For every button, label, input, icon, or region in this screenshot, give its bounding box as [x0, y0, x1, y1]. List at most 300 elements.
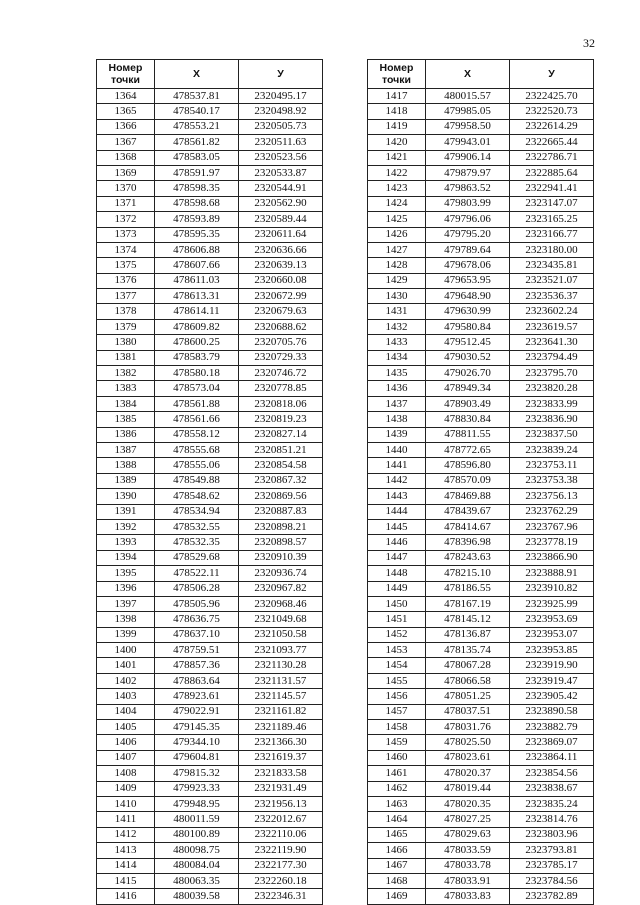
x-coordinate-cell: 479906.14: [426, 150, 510, 165]
point-number-cell: 1397: [97, 596, 155, 611]
table-row: [368, 335, 594, 350]
y-coordinate-cell: 2322665.44: [510, 135, 594, 150]
table-row: [97, 889, 323, 904]
table-row: [97, 212, 323, 227]
y-coordinate-cell: 2323953.07: [510, 627, 594, 642]
y-coordinate-cell: 2321619.37: [239, 750, 323, 765]
y-coordinate-cell: 2321131.57: [239, 673, 323, 688]
y-coordinate-cell: 2322346.31: [239, 889, 323, 904]
y-coordinate-cell: 2320636.66: [239, 242, 323, 257]
point-number-cell: 1467: [368, 858, 426, 873]
y-coordinate-cell: 2321833.58: [239, 766, 323, 781]
table-row: [368, 273, 594, 288]
x-coordinate-cell: 478025.50: [426, 735, 510, 750]
table-row: [97, 196, 323, 211]
table-row: [368, 504, 594, 519]
y-coordinate-cell: 2323753.11: [510, 458, 594, 473]
y-coordinate-cell: 2323835.24: [510, 796, 594, 811]
table-row: [97, 335, 323, 350]
y-coordinate-cell: 2320968.46: [239, 596, 323, 611]
point-number-cell: 1449: [368, 581, 426, 596]
table-row: [368, 689, 594, 704]
point-number-cell: 1421: [368, 150, 426, 165]
table-row: [97, 858, 323, 873]
y-coordinate-cell: 2320887.83: [239, 504, 323, 519]
x-coordinate-cell: 479803.99: [426, 196, 510, 211]
y-coordinate-cell: 2322614.29: [510, 119, 594, 134]
table-row: [97, 473, 323, 488]
x-coordinate-cell: 480084.04: [155, 858, 239, 873]
y-coordinate-cell: 2322885.64: [510, 165, 594, 180]
x-coordinate-cell: 478759.51: [155, 643, 239, 658]
y-coordinate-cell: 2323837.50: [510, 427, 594, 442]
table-row: [368, 258, 594, 273]
table-row: [368, 566, 594, 581]
table-row: [97, 612, 323, 627]
y-coordinate-cell: 2323793.81: [510, 843, 594, 858]
y-coordinate-cell: 2321093.77: [239, 643, 323, 658]
x-coordinate-cell: 479796.06: [426, 212, 510, 227]
y-coordinate-cell: 2323919.90: [510, 658, 594, 673]
point-number-cell: 1463: [368, 796, 426, 811]
y-coordinate-cell: 2320778.85: [239, 381, 323, 396]
point-number-cell: 1417: [368, 89, 426, 104]
point-number-cell: 1416: [97, 889, 155, 904]
point-number-cell: 1461: [368, 766, 426, 781]
point-number-cell: 1412: [97, 827, 155, 842]
table-row: [97, 550, 323, 565]
table-row: [97, 843, 323, 858]
x-coordinate-cell: 480063.35: [155, 873, 239, 888]
x-coordinate-cell: 478857.36: [155, 658, 239, 673]
point-number-cell: 1446: [368, 535, 426, 550]
y-coordinate-cell: 2321145.57: [239, 689, 323, 704]
table-row: [368, 658, 594, 673]
x-coordinate-cell: 479789.64: [426, 242, 510, 257]
y-coordinate-cell: 2323919.47: [510, 673, 594, 688]
table-row: [97, 350, 323, 365]
point-number-cell: 1415: [97, 873, 155, 888]
table-row: [368, 889, 594, 904]
table-row: [368, 366, 594, 381]
table-row: [368, 473, 594, 488]
x-coordinate-cell: 478469.88: [426, 489, 510, 504]
y-coordinate-cell: 2322260.18: [239, 873, 323, 888]
y-coordinate-cell: 2323836.90: [510, 412, 594, 427]
x-coordinate-cell: 479344.10: [155, 735, 239, 750]
x-coordinate-cell: 479678.06: [426, 258, 510, 273]
header-x: X: [155, 60, 239, 89]
table-row: [368, 550, 594, 565]
point-number-cell: 1464: [368, 812, 426, 827]
x-coordinate-cell: 478033.83: [426, 889, 510, 904]
x-coordinate-cell: 479648.90: [426, 289, 510, 304]
x-coordinate-cell: 479030.52: [426, 350, 510, 365]
table-row: [97, 227, 323, 242]
y-coordinate-cell: 2323778.19: [510, 535, 594, 550]
y-coordinate-cell: 2323890.58: [510, 704, 594, 719]
y-coordinate-cell: 2321130.28: [239, 658, 323, 673]
x-coordinate-cell: 478027.25: [426, 812, 510, 827]
x-coordinate-cell: 478051.25: [426, 689, 510, 704]
table-row: [97, 304, 323, 319]
x-coordinate-cell: 479022.91: [155, 704, 239, 719]
point-number-cell: 1403: [97, 689, 155, 704]
y-coordinate-cell: 2320746.72: [239, 366, 323, 381]
x-coordinate-cell: 478529.68: [155, 550, 239, 565]
y-coordinate-cell: 2323864.11: [510, 750, 594, 765]
x-coordinate-cell: 480098.75: [155, 843, 239, 858]
y-coordinate-cell: 2323602.24: [510, 304, 594, 319]
table-row: [368, 89, 594, 104]
point-number-cell: 1366: [97, 119, 155, 134]
point-number-cell: 1414: [97, 858, 155, 873]
x-coordinate-cell: 479958.50: [426, 119, 510, 134]
table-row: [368, 150, 594, 165]
y-coordinate-cell: 2322012.67: [239, 812, 323, 827]
y-coordinate-cell: 2320611.64: [239, 227, 323, 242]
x-coordinate-cell: 479630.99: [426, 304, 510, 319]
point-number-cell: 1372: [97, 212, 155, 227]
y-coordinate-cell: 2321366.30: [239, 735, 323, 750]
point-number-cell: 1431: [368, 304, 426, 319]
x-coordinate-cell: 478811.55: [426, 427, 510, 442]
header-point-number: Номер точки: [368, 60, 426, 89]
x-coordinate-cell: 478522.11: [155, 566, 239, 581]
y-coordinate-cell: 2320936.74: [239, 566, 323, 581]
x-coordinate-cell: 478949.34: [426, 381, 510, 396]
x-coordinate-cell: 478598.68: [155, 196, 239, 211]
point-number-cell: 1392: [97, 519, 155, 534]
point-number-cell: 1383: [97, 381, 155, 396]
point-number-cell: 1393: [97, 535, 155, 550]
x-coordinate-cell: 478772.65: [426, 442, 510, 457]
y-coordinate-cell: 2320505.73: [239, 119, 323, 134]
x-coordinate-cell: 478439.67: [426, 504, 510, 519]
y-coordinate-cell: 2323839.24: [510, 442, 594, 457]
y-coordinate-cell: 2321050.58: [239, 627, 323, 642]
point-number-cell: 1424: [368, 196, 426, 211]
x-coordinate-cell: 479879.97: [426, 165, 510, 180]
point-number-cell: 1420: [368, 135, 426, 150]
point-number-cell: 1384: [97, 396, 155, 411]
y-coordinate-cell: 2323838.67: [510, 781, 594, 796]
y-coordinate-cell: 2320523.56: [239, 150, 323, 165]
x-coordinate-cell: 478135.74: [426, 643, 510, 658]
point-number-cell: 1411: [97, 812, 155, 827]
point-number-cell: 1447: [368, 550, 426, 565]
table-row: [97, 427, 323, 442]
x-coordinate-cell: 478614.11: [155, 304, 239, 319]
point-number-cell: 1389: [97, 473, 155, 488]
y-coordinate-cell: 2320827.14: [239, 427, 323, 442]
table-row: [97, 781, 323, 796]
y-coordinate-cell: 2323953.69: [510, 612, 594, 627]
y-coordinate-cell: 2322520.73: [510, 104, 594, 119]
y-coordinate-cell: 2323905.42: [510, 689, 594, 704]
x-coordinate-cell: 479512.45: [426, 335, 510, 350]
table-row: [368, 458, 594, 473]
table-row: [368, 212, 594, 227]
point-number-cell: 1423: [368, 181, 426, 196]
table-row: [368, 673, 594, 688]
y-coordinate-cell: 2320910.39: [239, 550, 323, 565]
y-coordinate-cell: 2323767.96: [510, 519, 594, 534]
table-row: [97, 489, 323, 504]
point-number-cell: 1436: [368, 381, 426, 396]
table-row: [368, 781, 594, 796]
x-coordinate-cell: 478637.10: [155, 627, 239, 642]
x-coordinate-cell: 479026.70: [426, 366, 510, 381]
x-coordinate-cell: 479815.32: [155, 766, 239, 781]
x-coordinate-cell: 478607.66: [155, 258, 239, 273]
y-coordinate-cell: 2323521.07: [510, 273, 594, 288]
coordinates-table-left: [96, 59, 323, 905]
point-number-cell: 1453: [368, 643, 426, 658]
point-number-cell: 1367: [97, 135, 155, 150]
y-coordinate-cell: 2320511.63: [239, 135, 323, 150]
point-number-cell: 1394: [97, 550, 155, 565]
table-row: [97, 735, 323, 750]
y-coordinate-cell: 2323854.56: [510, 766, 594, 781]
x-coordinate-cell: 478903.49: [426, 396, 510, 411]
table-row: [97, 643, 323, 658]
table-row: [368, 643, 594, 658]
point-number-cell: 1425: [368, 212, 426, 227]
table-row: [368, 827, 594, 842]
y-coordinate-cell: 2323795.70: [510, 366, 594, 381]
table-row: [368, 627, 594, 642]
point-number-cell: 1442: [368, 473, 426, 488]
point-number-cell: 1456: [368, 689, 426, 704]
point-number-cell: 1430: [368, 289, 426, 304]
point-number-cell: 1429: [368, 273, 426, 288]
y-coordinate-cell: 2323953.85: [510, 643, 594, 658]
table-row: [97, 381, 323, 396]
point-number-cell: 1462: [368, 781, 426, 796]
x-coordinate-cell: 478561.82: [155, 135, 239, 150]
table-row: [368, 227, 594, 242]
point-number-cell: 1440: [368, 442, 426, 457]
header-y: У: [239, 60, 323, 89]
table-row: [368, 196, 594, 211]
x-coordinate-cell: 478611.03: [155, 273, 239, 288]
x-coordinate-cell: 479923.33: [155, 781, 239, 796]
point-number-cell: 1401: [97, 658, 155, 673]
point-number-cell: 1408: [97, 766, 155, 781]
point-number-cell: 1369: [97, 165, 155, 180]
point-number-cell: 1432: [368, 319, 426, 334]
point-number-cell: 1368: [97, 150, 155, 165]
x-coordinate-cell: 478537.81: [155, 89, 239, 104]
y-coordinate-cell: 2320967.82: [239, 581, 323, 596]
table-row: [368, 412, 594, 427]
point-number-cell: 1465: [368, 827, 426, 842]
x-coordinate-cell: 478020.35: [426, 796, 510, 811]
x-coordinate-cell: 480039.58: [155, 889, 239, 904]
table-row: [368, 766, 594, 781]
x-coordinate-cell: 479580.84: [426, 319, 510, 334]
point-number-cell: 1386: [97, 427, 155, 442]
y-coordinate-cell: 2321189.46: [239, 720, 323, 735]
x-coordinate-cell: 478020.37: [426, 766, 510, 781]
x-coordinate-cell: 479985.05: [426, 104, 510, 119]
table-row: [368, 165, 594, 180]
x-coordinate-cell: 479948.95: [155, 796, 239, 811]
table-row: [97, 566, 323, 581]
table-row: [97, 812, 323, 827]
x-coordinate-cell: 478863.64: [155, 673, 239, 688]
table-row: [368, 242, 594, 257]
point-number-cell: 1374: [97, 242, 155, 257]
x-coordinate-cell: 480100.89: [155, 827, 239, 842]
x-coordinate-cell: 478031.76: [426, 720, 510, 735]
x-coordinate-cell: 478555.06: [155, 458, 239, 473]
x-coordinate-cell: 478037.51: [426, 704, 510, 719]
table-row: [368, 181, 594, 196]
y-coordinate-cell: 2320869.56: [239, 489, 323, 504]
x-coordinate-cell: 478583.79: [155, 350, 239, 365]
table-row: [368, 596, 594, 611]
point-number-cell: 1466: [368, 843, 426, 858]
y-coordinate-cell: 2323814.76: [510, 812, 594, 827]
point-number-cell: 1399: [97, 627, 155, 642]
point-number-cell: 1468: [368, 873, 426, 888]
y-coordinate-cell: 2323782.89: [510, 889, 594, 904]
point-number-cell: 1410: [97, 796, 155, 811]
x-coordinate-cell: 478414.67: [426, 519, 510, 534]
point-number-cell: 1434: [368, 350, 426, 365]
point-number-cell: 1439: [368, 427, 426, 442]
y-coordinate-cell: 2323866.90: [510, 550, 594, 565]
table-row: [368, 289, 594, 304]
table-row: [97, 135, 323, 150]
y-coordinate-cell: 2323165.25: [510, 212, 594, 227]
point-number-cell: 1438: [368, 412, 426, 427]
y-coordinate-cell: 2323619.57: [510, 319, 594, 334]
x-coordinate-cell: 478561.66: [155, 412, 239, 427]
table-row: [368, 135, 594, 150]
point-number-cell: 1454: [368, 658, 426, 673]
point-number-cell: 1426: [368, 227, 426, 242]
point-number-cell: 1448: [368, 566, 426, 581]
x-coordinate-cell: 479863.52: [426, 181, 510, 196]
y-coordinate-cell: 2323910.82: [510, 581, 594, 596]
table-header-row: [97, 60, 323, 89]
x-coordinate-cell: 478591.97: [155, 165, 239, 180]
table-row: [368, 858, 594, 873]
y-coordinate-cell: 2323762.29: [510, 504, 594, 519]
x-coordinate-cell: 478033.78: [426, 858, 510, 873]
point-number-cell: 1413: [97, 843, 155, 858]
table-row: [97, 366, 323, 381]
y-coordinate-cell: 2320867.32: [239, 473, 323, 488]
x-coordinate-cell: 478033.59: [426, 843, 510, 858]
table-row: [368, 812, 594, 827]
table-row: [97, 673, 323, 688]
x-coordinate-cell: 478029.63: [426, 827, 510, 842]
point-number-cell: 1469: [368, 889, 426, 904]
table-row: [368, 750, 594, 765]
y-coordinate-cell: 2323784.56: [510, 873, 594, 888]
page-number: 32: [583, 36, 595, 50]
table-row: [368, 442, 594, 457]
y-coordinate-cell: 2320562.90: [239, 196, 323, 211]
y-coordinate-cell: 2323785.17: [510, 858, 594, 873]
x-coordinate-cell: 478570.09: [426, 473, 510, 488]
table-row: [97, 319, 323, 334]
point-number-cell: 1379: [97, 319, 155, 334]
y-coordinate-cell: 2320819.23: [239, 412, 323, 427]
table-row: [97, 796, 323, 811]
x-coordinate-cell: 478186.55: [426, 581, 510, 596]
x-coordinate-cell: 478595.35: [155, 227, 239, 242]
point-number-cell: 1459: [368, 735, 426, 750]
y-coordinate-cell: 2320495.17: [239, 89, 323, 104]
header-x: X: [426, 60, 510, 89]
point-number-cell: 1460: [368, 750, 426, 765]
y-coordinate-cell: 2320688.62: [239, 319, 323, 334]
point-number-cell: 1441: [368, 458, 426, 473]
x-coordinate-cell: 478023.61: [426, 750, 510, 765]
y-coordinate-cell: 2322177.30: [239, 858, 323, 873]
table-row: [368, 304, 594, 319]
table-row: [97, 720, 323, 735]
point-number-cell: 1380: [97, 335, 155, 350]
x-coordinate-cell: 478613.31: [155, 289, 239, 304]
table-row: [97, 89, 323, 104]
table-row: [368, 612, 594, 627]
y-coordinate-cell: 2320533.87: [239, 165, 323, 180]
table-row: [368, 396, 594, 411]
x-coordinate-cell: 478532.35: [155, 535, 239, 550]
y-coordinate-cell: 2323888.91: [510, 566, 594, 581]
x-coordinate-cell: 478553.21: [155, 119, 239, 134]
x-coordinate-cell: 478596.80: [426, 458, 510, 473]
point-number-cell: 1390: [97, 489, 155, 504]
point-number-cell: 1400: [97, 643, 155, 658]
table-row: [368, 535, 594, 550]
x-coordinate-cell: 478033.91: [426, 873, 510, 888]
table-row: [368, 350, 594, 365]
point-number-cell: 1452: [368, 627, 426, 642]
x-coordinate-cell: 478830.84: [426, 412, 510, 427]
table-row: [368, 104, 594, 119]
y-coordinate-cell: 2320898.57: [239, 535, 323, 550]
table-row: [368, 489, 594, 504]
point-number-cell: 1391: [97, 504, 155, 519]
y-coordinate-cell: 2323869.07: [510, 735, 594, 750]
point-number-cell: 1437: [368, 396, 426, 411]
x-coordinate-cell: 478215.10: [426, 566, 510, 581]
y-coordinate-cell: 2323882.79: [510, 720, 594, 735]
point-number-cell: 1445: [368, 519, 426, 534]
point-number-cell: 1405: [97, 720, 155, 735]
x-coordinate-cell: 478609.82: [155, 319, 239, 334]
y-coordinate-cell: 2320589.44: [239, 212, 323, 227]
x-coordinate-cell: 478540.17: [155, 104, 239, 119]
y-coordinate-cell: 2323925.99: [510, 596, 594, 611]
point-number-cell: 1377: [97, 289, 155, 304]
y-coordinate-cell: 2322941.41: [510, 181, 594, 196]
y-coordinate-cell: 2320672.99: [239, 289, 323, 304]
x-coordinate-cell: 478505.96: [155, 596, 239, 611]
point-number-cell: 1418: [368, 104, 426, 119]
point-number-cell: 1388: [97, 458, 155, 473]
point-number-cell: 1385: [97, 412, 155, 427]
point-number-cell: 1406: [97, 735, 155, 750]
header-point-number: Номер точки: [97, 60, 155, 89]
